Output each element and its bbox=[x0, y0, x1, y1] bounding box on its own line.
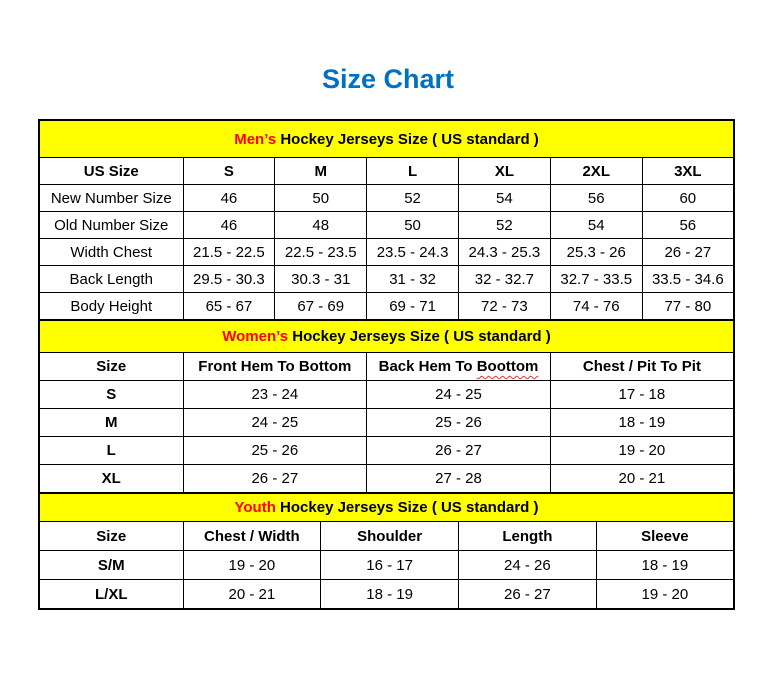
page-title: Size Chart bbox=[321, 64, 455, 94]
mens-column-header: 3XL bbox=[642, 158, 734, 185]
size-value: 20 - 21 bbox=[183, 580, 321, 610]
size-value: 24 - 25 bbox=[183, 409, 367, 437]
size-value: 19 - 20 bbox=[550, 437, 734, 465]
size-value: 31 - 32 bbox=[367, 266, 459, 293]
size-value: 67 - 69 bbox=[275, 293, 367, 321]
size-value: 74 - 76 bbox=[550, 293, 642, 321]
womens-table-row bbox=[39, 437, 734, 465]
size-value: 32 - 32.7 bbox=[458, 266, 550, 293]
womens-table-row bbox=[39, 409, 734, 437]
womens-size-table bbox=[38, 319, 735, 494]
size-value: 18 - 19 bbox=[550, 409, 734, 437]
row-label: M bbox=[39, 409, 183, 437]
mens-title-highlight: Men’s bbox=[234, 130, 277, 148]
size-value: 17 - 18 bbox=[550, 381, 734, 409]
size-value: 46 bbox=[183, 185, 275, 212]
mens-table-row bbox=[39, 266, 734, 293]
size-value: 56 bbox=[550, 185, 642, 212]
size-value: 50 bbox=[275, 185, 367, 212]
size-value: 23 - 24 bbox=[183, 381, 367, 409]
size-value: 69 - 71 bbox=[367, 293, 459, 321]
size-value: 25.3 - 26 bbox=[550, 239, 642, 266]
mens-table-title: Men’s Hockey Jerseys Size ( US standard ) bbox=[39, 120, 734, 158]
size-value: 30.3 - 31 bbox=[275, 266, 367, 293]
womens-table-row bbox=[39, 465, 734, 494]
row-label: XL bbox=[39, 465, 183, 494]
size-tables-container bbox=[38, 119, 735, 610]
size-value: 50 bbox=[367, 212, 459, 239]
size-value: 52 bbox=[458, 212, 550, 239]
size-value: 18 - 19 bbox=[321, 580, 459, 610]
size-value: 54 bbox=[550, 212, 642, 239]
womens-table-row bbox=[39, 381, 734, 409]
youth-column-header: Size bbox=[39, 522, 183, 551]
size-value: 23.5 - 24.3 bbox=[367, 239, 459, 266]
size-value: 20 - 21 bbox=[550, 465, 734, 494]
mens-table-row bbox=[39, 212, 734, 239]
youth-size-table bbox=[38, 492, 735, 610]
row-label: L bbox=[39, 437, 183, 465]
size-value: 48 bbox=[275, 212, 367, 239]
size-value: 46 bbox=[183, 212, 275, 239]
youth-title-highlight: Youth bbox=[234, 499, 276, 516]
mens-size-table bbox=[38, 119, 735, 321]
size-value: 26 - 27 bbox=[367, 437, 551, 465]
womens-column-header: Back Hem To Boottom bbox=[367, 353, 551, 381]
size-value: 25 - 26 bbox=[183, 437, 367, 465]
size-value: 24 - 25 bbox=[367, 381, 551, 409]
mens-table-row bbox=[39, 185, 734, 212]
row-label: New Number Size bbox=[39, 185, 183, 212]
mens-column-header: S bbox=[183, 158, 275, 185]
size-value: 22.5 - 23.5 bbox=[275, 239, 367, 266]
size-value: 52 bbox=[367, 185, 459, 212]
youth-table-row bbox=[39, 580, 734, 610]
size-value: 21.5 - 22.5 bbox=[183, 239, 275, 266]
size-value: 18 - 19 bbox=[596, 551, 734, 580]
size-value: 26 - 27 bbox=[642, 239, 734, 266]
mens-table-row bbox=[39, 239, 734, 266]
youth-table-title: Youth Hockey Jerseys Size ( US standard ) bbox=[39, 493, 734, 522]
size-value: 16 - 17 bbox=[321, 551, 459, 580]
womens-table-title: Women’s Hockey Jerseys Size ( US standard ) bbox=[39, 320, 734, 353]
womens-column-header: Chest / Pit To Pit bbox=[550, 353, 734, 381]
row-label: Body Height bbox=[39, 293, 183, 321]
row-label: Back Length bbox=[39, 266, 183, 293]
row-label: Width Chest bbox=[39, 239, 183, 266]
row-label: L/XL bbox=[39, 580, 183, 610]
size-value: 54 bbox=[458, 185, 550, 212]
youth-column-header: Length bbox=[459, 522, 597, 551]
size-value: 19 - 20 bbox=[183, 551, 321, 580]
mens-table-row bbox=[39, 293, 734, 321]
size-value: 19 - 20 bbox=[596, 580, 734, 610]
mens-column-header: M bbox=[275, 158, 367, 185]
mens-column-header: L bbox=[367, 158, 459, 185]
youth-table-row bbox=[39, 551, 734, 580]
size-value: 27 - 28 bbox=[367, 465, 551, 494]
size-value: 60 bbox=[642, 185, 734, 212]
womens-title-highlight: Women’s bbox=[222, 328, 289, 345]
size-value: 26 - 27 bbox=[459, 580, 597, 610]
womens-column-header: Size bbox=[39, 353, 183, 381]
youth-column-header: Sleeve bbox=[596, 522, 734, 551]
size-value: 24 - 26 bbox=[459, 551, 597, 580]
size-value: 24.3 - 25.3 bbox=[458, 239, 550, 266]
size-value: 25 - 26 bbox=[367, 409, 551, 437]
size-value: 72 - 73 bbox=[458, 293, 550, 321]
youth-column-header: Shoulder bbox=[321, 522, 459, 551]
mens-column-header: 2XL bbox=[550, 158, 642, 185]
size-value: 33.5 - 34.6 bbox=[642, 266, 734, 293]
misspelled-word: Boottom bbox=[476, 358, 539, 375]
row-label: Old Number Size bbox=[39, 212, 183, 239]
size-value: 77 - 80 bbox=[642, 293, 734, 321]
size-value: 29.5 - 30.3 bbox=[183, 266, 275, 293]
youth-column-header: Chest / Width bbox=[183, 522, 321, 551]
mens-column-header: US Size bbox=[39, 158, 183, 185]
size-value: 32.7 - 33.5 bbox=[550, 266, 642, 293]
row-label: S/M bbox=[39, 551, 183, 580]
size-value: 65 - 67 bbox=[183, 293, 275, 321]
mens-column-header: XL bbox=[458, 158, 550, 185]
womens-column-header: Front Hem To Bottom bbox=[183, 353, 367, 381]
row-label: S bbox=[39, 381, 183, 409]
size-value: 56 bbox=[642, 212, 734, 239]
size-value: 26 - 27 bbox=[183, 465, 367, 494]
